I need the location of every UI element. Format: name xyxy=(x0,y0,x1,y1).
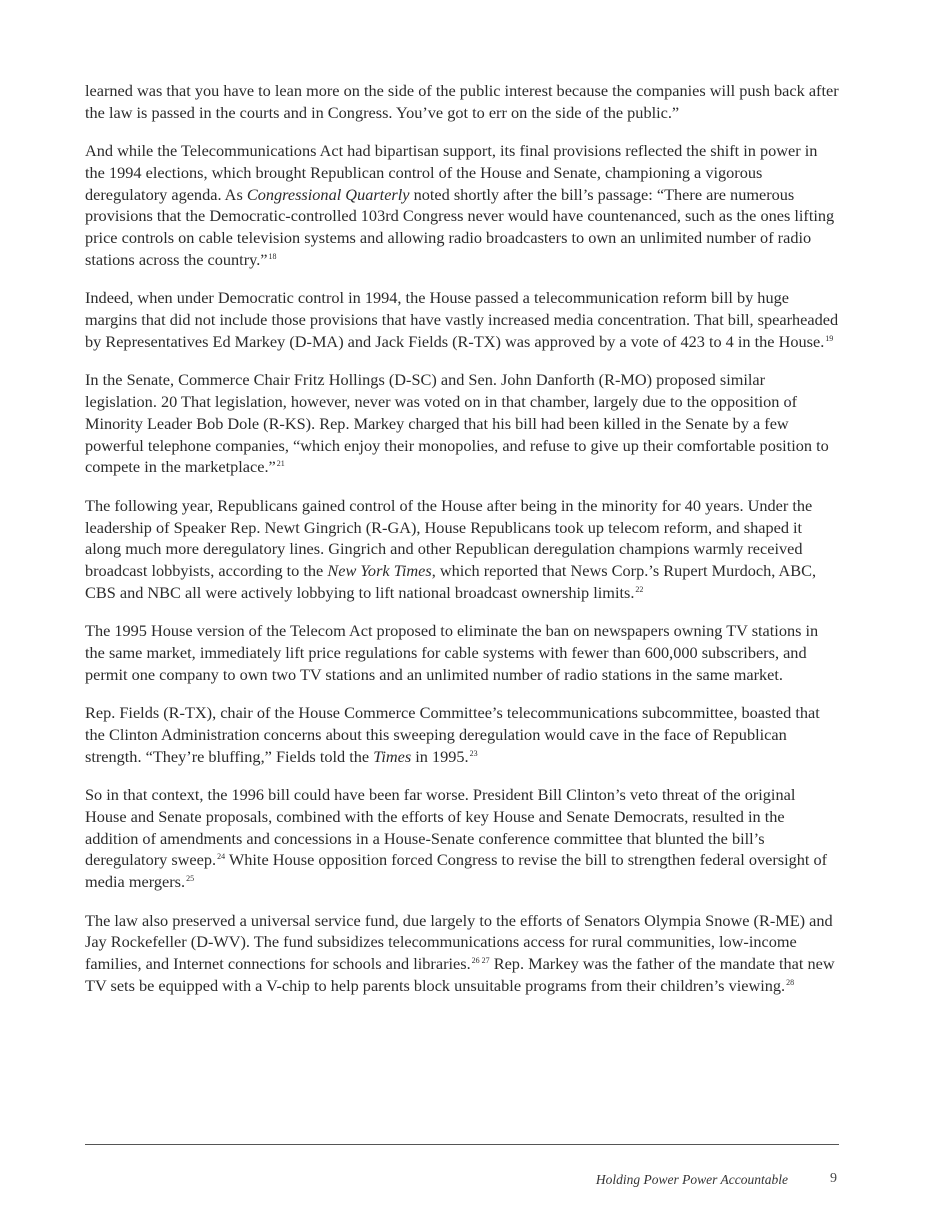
running-footer-title: Holding Power Power Accountable xyxy=(595,1172,788,1187)
page-number: 9 xyxy=(830,1171,837,1186)
footer-divider xyxy=(85,1144,839,1145)
footnote-ref: 22 xyxy=(635,584,644,594)
text-span: The law also preserved a universal service fund, due largely to the efforts of Senators Olympia Snowe (R-ME) and Jay Rockefeller (D-WV). The fund subsidizes telecommunications access for rural communities, low-income families, and Internet connections for schools and libraries. xyxy=(85,910,833,974)
text-span: , which reported that News Corp.’s Rupert Murdoch, ABC, CBS and NBC all were actively lobbying to lift national broadcast ownership limits. xyxy=(85,561,817,602)
text-span: And while the Telecommunications Act had bipartisan support, its final provisions reflected the shift in power in the 1994 elections, which brought Republican control of the House and Senate, championing a vigorous deregulatory agenda. As xyxy=(85,141,818,204)
paragraph-7 xyxy=(85,702,841,767)
footnote-ref: 24 xyxy=(217,852,226,862)
text-span: In the Senate, Commerce Chair Fritz Hollings (D-SC) and Sen. John Danforth (R-MO) proposed similar legislation. 20 That legislation, however, never was voted on in that chamber, largely due to the opposition of Minority Leader Bob Dole (R-KS). Rep. Markey charged that his bill had been killed in the Senate by a few powerful telephone companies, “which enjoy their monopolies, and refuse to give up their comfortable position to compete in the marketplace.” xyxy=(85,370,829,477)
text-span: White House opposition forced Congress to revise the bill to strengthen federal oversight of media mergers. xyxy=(85,850,828,892)
publication-title: New York Times xyxy=(327,561,432,581)
text-span: Indeed, when under Democratic control in 1994, the House passed a telecommunication reform bill by huge margins that did not include those provisions that have vastly increased media concentration. That bill, spearheaded by Representatives Ed Markey (D-MA) and Jack Fields (R-TX) was approved by a vote of 423 to 4 in the House. xyxy=(85,288,839,351)
paragraph-2 xyxy=(85,140,841,271)
paragraph-9 xyxy=(85,910,841,997)
text-span: Rep. Markey was the father of the mandate that new TV sets be equipped with a V-chip to help parents block unsuitable programs from their children’s viewing. xyxy=(85,954,835,995)
text-span: noted shortly after the bill’s passage: “There are numerous provisions that the Democratic-controlled 103rd Congress never would have countenanced, such as the ones lifting price controls on cable television systems and allowing radio broadcasters to own an unlimited number of radio stations across the country.” xyxy=(85,184,835,270)
text-span: The 1995 House version of the Telecom Act proposed to eliminate the ban on newspapers owning TV stations in the same market, immediately lift price regulations for cable systems with fewer than 600,000 subscribers, and permit one company to own two TV stations and an unlimited number of radio stations in the same market. xyxy=(85,621,819,684)
text-span: Rep. Fields (R-TX), chair of the House Commerce Committee’s telecommunications subcommittee, boasted that the Clinton Administration concerns about this sweeping deregulation would cave in the face of Republican strength. “They’re bluffing,” Fields told the xyxy=(85,703,820,766)
publication-title: Times xyxy=(373,746,412,766)
body-text xyxy=(85,80,841,1013)
footnote-ref: 18 xyxy=(268,252,277,262)
text-span: So in that context, the 1996 bill could have been far worse. President Bill Clinton’s veto threat of the original House and Senate proposals, combined with the efforts of key House and Senate Democrats, resulted in the addition of amendments and concessions in a House-Senate conference committee that blunted the bill’s deregulatory sweep. xyxy=(85,785,796,870)
footnote-ref: 19 xyxy=(825,333,834,343)
text-span: The following year, Republicans gained control of the House after being in the minority for 40 years. Under the leadership of Speaker Rep. Newt Gingrich (R-GA), House Republicans took up telecom reform, and shaped it along much more deregulatory lines. Gingrich and other Republican deregulation champions warmly received broadcast lobbyists, according to the xyxy=(85,495,813,581)
footnote-ref: 26 27 xyxy=(471,956,490,966)
paragraph-8 xyxy=(85,784,841,893)
paragraph-5 xyxy=(85,495,841,604)
publication-title: Congressional Quarterly xyxy=(246,184,410,204)
footnote-ref: 28 xyxy=(786,977,795,987)
paragraph-1 xyxy=(85,80,841,124)
text-span: in 1995. xyxy=(411,746,469,766)
footnote-ref: 25 xyxy=(186,874,195,884)
paragraph-6 xyxy=(85,620,841,685)
text-span: learned was that you have to lean more on the side of the public interest because the companies will push back after the law is passed in the courts and in Congress. You’ve got to err on the side of the public.” xyxy=(85,81,839,122)
paragraph-3 xyxy=(85,287,841,352)
paragraph-4 xyxy=(85,369,841,478)
footnote-ref: 21 xyxy=(276,459,285,469)
footnote-ref: 23 xyxy=(469,748,478,758)
